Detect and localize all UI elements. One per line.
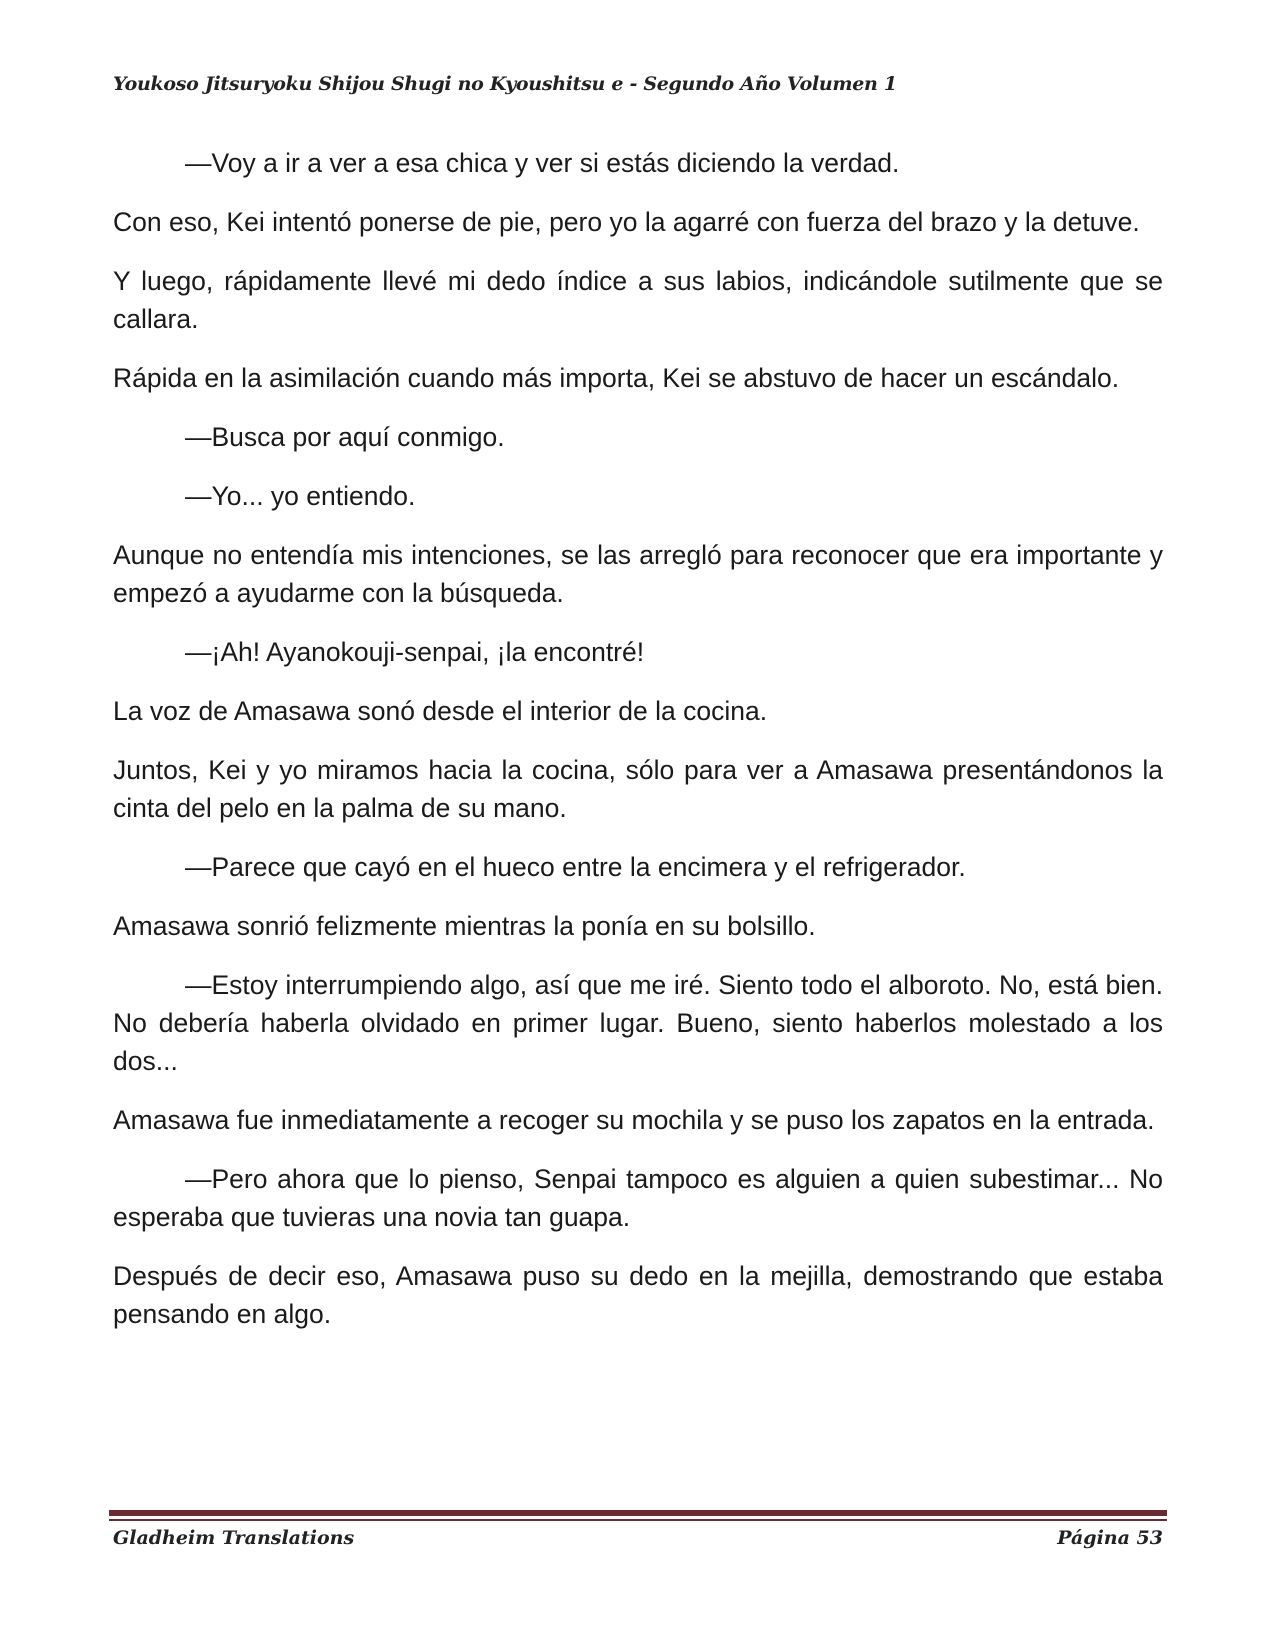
paragraph: Amasawa sonrió felizmente mientras la ponía en su bolsillo.: [113, 911, 816, 941]
footer-divider-thick: [109, 1510, 1167, 1516]
footer-divider-thin: [109, 1519, 1167, 1521]
paragraph: Después de decir eso, Amasawa puso su dedo en la mejilla, demostrando que estaba pensando en algo.: [113, 1261, 1163, 1329]
paragraph: —Voy a ir a ver a esa chica y ver si estás diciendo la verdad.: [185, 148, 900, 178]
paragraph: —Estoy interrumpiendo algo, así que me iré. Siento todo el alboroto. No, está bien. No debería haberla olvidado en primer lugar. Bueno, siento haberlos molestado a los dos...: [113, 970, 1163, 1076]
paragraph: Aunque no entendía mis intenciones, se las arregló para reconocer que era importante y empezó a ayudarme con la búsqueda.: [113, 540, 1163, 608]
paragraph: —Yo... yo entiendo.: [185, 481, 416, 511]
paragraph: Y luego, rápidamente llevé mi dedo índice a sus labios, indicándole sutilmente que se callara.: [113, 266, 1163, 334]
paragraph: Rápida en la asimilación cuando más importa, Kei se abstuvo de hacer un escándalo.: [113, 363, 1120, 393]
paragraph: —Busca por aquí conmigo.: [185, 422, 505, 452]
paragraph: —¡Ah! Ayanokouji-senpai, ¡la encontré!: [185, 637, 645, 667]
page-number: Página 53: [1057, 1527, 1163, 1549]
body-text: [113, 144, 1163, 1354]
paragraph: Amasawa fue inmediatamente a recoger su mochila y se puso los zapatos en la entrada.: [113, 1105, 1155, 1135]
paragraph: Con eso, Kei intentó ponerse de pie, pero yo la agarré con fuerza del brazo y la detuve.: [113, 207, 1140, 237]
paragraph: —Parece que cayó en el hueco entre la encimera y el refrigerador.: [185, 852, 966, 882]
footer-publisher: Gladheim Translations: [113, 1527, 355, 1549]
paragraph: Juntos, Kei y yo miramos hacia la cocina, sólo para ver a Amasawa presentándonos la cinta del pelo en la palma de su mano.: [113, 755, 1163, 823]
running-header: Youkoso Jitsuryoku Shijou Shugi no Kyoushitsu e - Segundo Año Volumen 1: [113, 73, 897, 95]
running-footer: [113, 1527, 1163, 1549]
paragraph: La voz de Amasawa sonó desde el interior de la cocina.: [113, 696, 768, 726]
paragraph: —Pero ahora que lo pienso, Senpai tampoco es alguien a quien subestimar... No esperaba que tuvieras una novia tan guapa.: [113, 1164, 1163, 1232]
